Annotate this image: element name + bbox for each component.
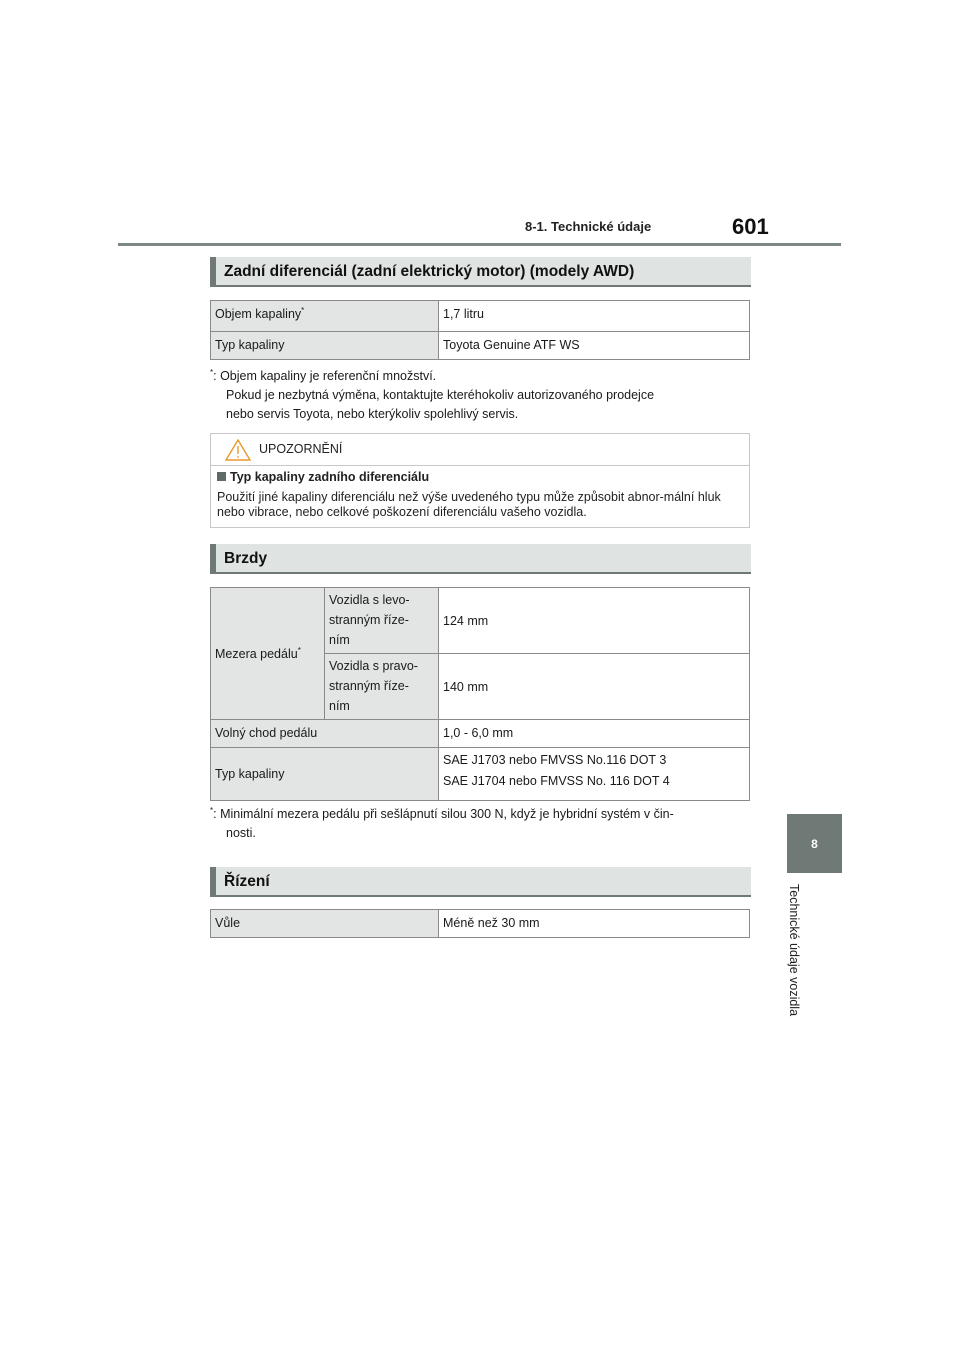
caution-header: [211, 434, 749, 466]
steering-play-label: Vůle: [211, 910, 439, 938]
fluid-type-value: Toyota Genuine ATF WS: [439, 332, 750, 360]
differential-heading: Zadní diferenciál (zadní elektrický motor) (modely AWD): [224, 263, 635, 280]
differential-table: [210, 300, 750, 360]
steering-table: [210, 909, 750, 938]
warning-triangle-icon: [225, 439, 251, 461]
fluid-capacity-label: Objem kapaliny: [215, 307, 302, 321]
brakes-footnote: [210, 805, 674, 843]
rhd-label-line: Vozidla s pravo-: [329, 659, 418, 673]
caution-subtitle: Typ kapaliny zadního diferenciálu: [230, 470, 430, 484]
footnote-line: nebo servis Toyota, nebo kterýkoliv spolehlivý servis.: [226, 407, 519, 421]
lhd-label-line: stranným říze-: [329, 613, 409, 627]
header-divider: [118, 243, 841, 246]
pedal-clearance-label: Mezera pedálu: [215, 646, 298, 661]
footnote-line: : Objem kapaliny je referenční množství.: [213, 369, 437, 383]
steering-play-value: Méně než 30 mm: [439, 910, 750, 938]
footnote-line: nosti.: [226, 826, 256, 840]
brakes-table: [210, 587, 750, 801]
caution-title: UPOZORNĚNÍ: [259, 442, 343, 456]
table-cell-label: [211, 301, 439, 332]
footnote-mark: *: [297, 645, 301, 655]
section-heading-steering: [210, 867, 751, 897]
chapter-tab[interactable]: 8: [787, 814, 842, 873]
footnote-mark: *: [210, 805, 214, 815]
rhd-label-line: ním: [329, 699, 350, 713]
lhd-label-cell: [325, 588, 439, 654]
square-bullet-icon: [217, 472, 226, 481]
table-row: [211, 588, 750, 654]
footnote-mark: *: [210, 367, 214, 377]
table-row: [211, 748, 750, 801]
page-number: 601: [732, 214, 769, 239]
chapter-side-title-text: Technické údaje vozidla: [787, 884, 801, 1017]
caution-body: Použití jiné kapaliny diferenciálu než výše uvedeného typu může způsobit abnor-mální hluk nebo vibrace, nebo celkové poškození diferenciálu vašeho vozidla.: [217, 490, 721, 519]
brake-fluid-value-cell: [439, 748, 750, 801]
steering-heading: Řízení: [224, 873, 270, 890]
footnote-line: Pokud je nezbytná výměna, kontaktujte kteréhokoliv autorizovaného prodejce: [226, 388, 655, 402]
free-play-label: Volný chod pedálu: [211, 720, 439, 748]
section-heading-brakes: [210, 544, 751, 574]
rhd-value: 140 mm: [439, 654, 750, 720]
chapter-side-title: [781, 884, 811, 1054]
section-title: 8-1. Technické údaje: [525, 219, 652, 234]
table-row: [211, 720, 750, 748]
caution-subtitle-row: [217, 470, 429, 484]
section-heading-differential: [210, 257, 751, 287]
lhd-value: 124 mm: [439, 588, 750, 654]
fluid-capacity-value: 1,7 litru: [439, 301, 750, 332]
lhd-label-line: ním: [329, 633, 350, 647]
fluid-type-label: Typ kapaliny: [211, 332, 439, 360]
brake-fluid-label: Typ kapaliny: [211, 748, 439, 801]
table-row: [211, 301, 750, 332]
rhd-label-cell: [325, 654, 439, 720]
caution-box: [210, 433, 750, 528]
rhd-label-line: stranným říze-: [329, 679, 409, 693]
footnote-line: : Minimální mezera pedálu při sešlápnutí silou 300 N, když je hybridní systém v čin-: [213, 807, 674, 821]
brakes-heading: Brzdy: [224, 550, 268, 567]
pedal-clearance-label-cell: [211, 588, 325, 720]
table-row: [211, 332, 750, 360]
brake-fluid-value: SAE J1703 nebo FMVSS No.116 DOT 3: [443, 753, 667, 767]
lhd-label-line: Vozidla s levo-: [329, 593, 410, 607]
free-play-value: 1,0 - 6,0 mm: [439, 720, 750, 748]
table-row: [211, 910, 750, 938]
brake-fluid-value: SAE J1704 nebo FMVSS No. 116 DOT 4: [443, 774, 670, 788]
differential-footnote: [210, 367, 654, 424]
footnote-mark: *: [301, 305, 305, 315]
